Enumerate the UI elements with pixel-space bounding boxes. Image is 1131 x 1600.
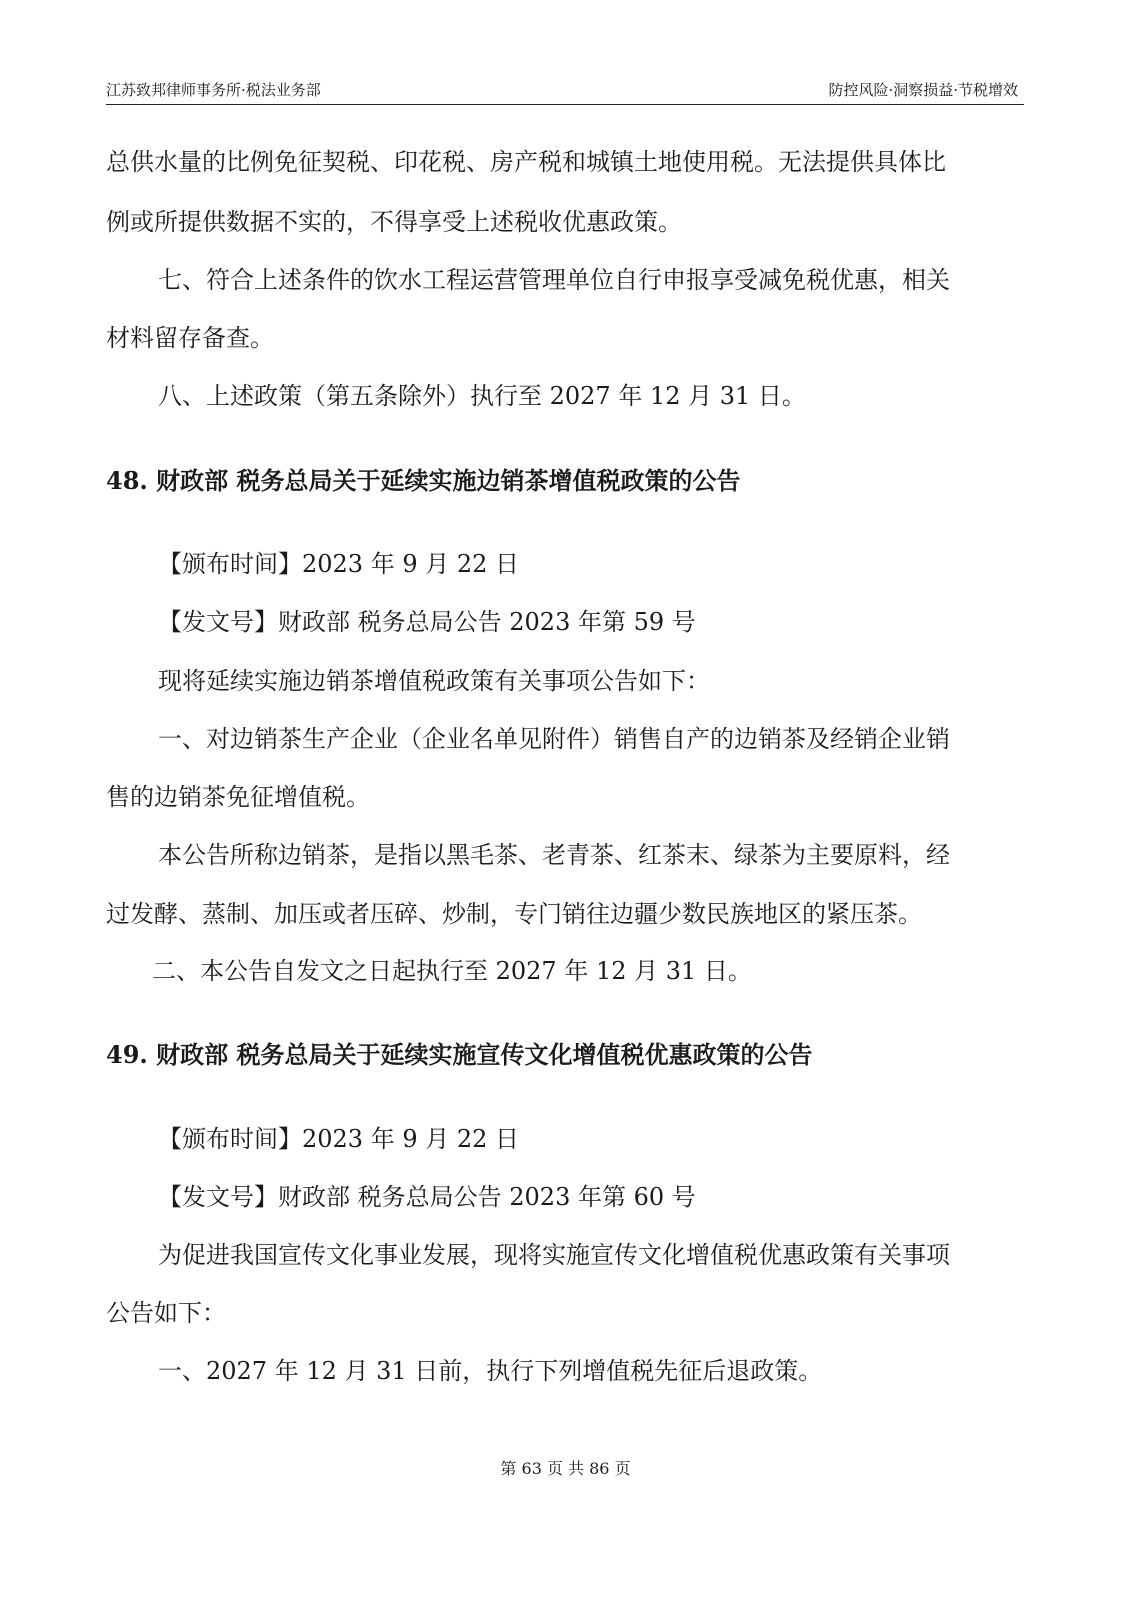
- paragraph-line: 八、上述政策（第五条除外）执行至 2027 年 12 月 31 日。: [158, 382, 806, 410]
- paragraph-line: 材料留存备查。: [106, 324, 274, 352]
- paragraph-line: 一、对边销茶生产企业（企业名单见附件）销售自产的边销茶及经销企业销: [158, 725, 950, 753]
- paragraph-line: 本公告所称边销茶，是指以黑毛茶、老青茶、红茶末、绿茶为主要原料，经: [158, 841, 950, 869]
- paragraph-line: 一、2027 年 12 月 31 日前，执行下列增值税先征后退政策。: [158, 1357, 823, 1385]
- paragraph-line: 二、本公告自发文之日起执行至 2027 年 12 月 31 日。: [152, 957, 752, 985]
- header-slogan: 防控风险·洞察损益·节税增效: [828, 81, 1018, 99]
- document-number-49: 【发文号】财政部 税务总局公告 2023 年第 60 号: [158, 1183, 696, 1211]
- paragraph-line: 为促进我国宣传文化事业发展，现将实施宣传文化增值税优惠政策有关事项: [158, 1241, 950, 1269]
- header-firm-name: 江苏致邦律师事务所·税法业务部: [106, 81, 321, 99]
- paragraph-line: 七、符合上述条件的饮水工程运营管理单位自行申报享受减免税优惠，相关: [158, 266, 950, 294]
- paragraph-line: 公告如下：: [106, 1299, 226, 1327]
- publish-date-48: 【颁布时间】2023 年 9 月 22 日: [158, 550, 520, 578]
- publish-date-49: 【颁布时间】2023 年 9 月 22 日: [158, 1125, 520, 1153]
- paragraph-line: 现将延续实施边销茶增值税政策有关事项公告如下：: [158, 667, 710, 695]
- paragraph-line: 售的边销茶免征增值税。: [106, 783, 370, 811]
- section-heading-49: 49. 财政部 税务总局关于延续实施宣传文化增值税优惠政策的公告: [106, 1040, 813, 1069]
- page-header: [106, 78, 1024, 105]
- document-number-48: 【发文号】财政部 税务总局公告 2023 年第 59 号: [158, 608, 696, 636]
- paragraph-line: 总供水量的比例免征契税、印花税、房产税和城镇土地使用税。无法提供具体比: [106, 148, 946, 176]
- page-number: 第 63 页 共 86 页: [500, 1459, 631, 1478]
- section-heading-48: 48. 财政部 税务总局关于延续实施边销茶增值税政策的公告: [106, 466, 741, 495]
- paragraph-line: 例或所提供数据不实的，不得享受上述税收优惠政策。: [106, 208, 682, 236]
- paragraph-line: 过发酵、蒸制、加压或者压碎、炒制，专门销往边疆少数民族地区的紧压茶。: [106, 900, 922, 928]
